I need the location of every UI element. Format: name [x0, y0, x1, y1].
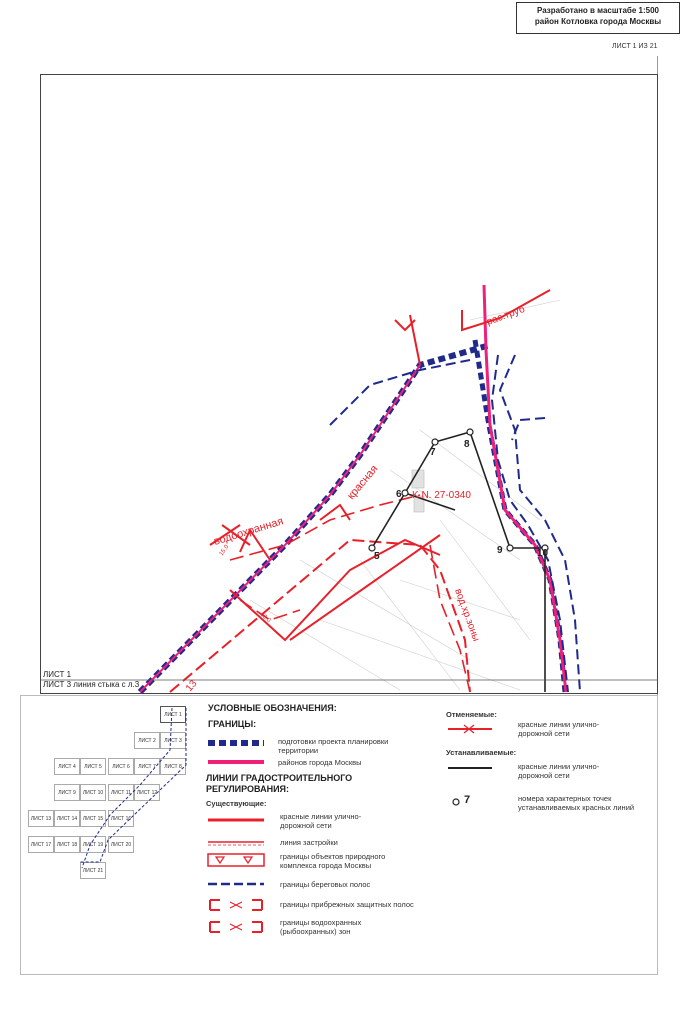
- legend-title: УСЛОВНЫЕ ОБОЗНАЧЕНИЯ:: [208, 703, 337, 713]
- symbol-red-lines: [206, 814, 266, 826]
- legend-reg-heading: ЛИНИИ ГРАДОСТРОИТЕЛЬНОГО РЕГУЛИРОВАНИЯ:: [206, 773, 353, 794]
- legend-water: границы водоохранных (рыбоохранных) зон: [280, 918, 362, 936]
- point-5: 5: [374, 551, 380, 562]
- point-6: 6: [396, 489, 402, 500]
- legend-existing-heading: Существующие:: [206, 799, 267, 808]
- legend-borders-heading: ГРАНИЦЫ:: [208, 719, 257, 729]
- title-district: район Котловка города Москвы: [534, 17, 662, 26]
- label-krasnaya: красная: [345, 463, 381, 502]
- legend-border-project: подготовки проекта планировки территории: [278, 737, 389, 755]
- sheet-cell-17[interactable]: ЛИСТ 17: [28, 836, 54, 853]
- symbol-nature: [206, 852, 266, 868]
- legend-points-symbol: 7: [464, 794, 471, 806]
- legend-cancel-heading: Отменяемые:: [446, 710, 497, 719]
- sheet-cell-2[interactable]: ЛИСТ 2: [134, 732, 160, 749]
- sheet-cell-15[interactable]: ЛИСТ 15: [80, 810, 106, 827]
- legend-nature: границы объектов природного комплекса города Москвы: [280, 852, 386, 870]
- sheet-cell-21[interactable]: ЛИСТ 21: [80, 862, 106, 879]
- symbol-build-line: [206, 836, 266, 848]
- symbol-cancel-red: [446, 722, 496, 736]
- label-dim2: 40.0: [258, 611, 272, 625]
- legend-cancel-red: красные линии улично-дорожной сети: [518, 720, 600, 738]
- legend-coastal: границы прибрежных защитных полос: [280, 900, 414, 909]
- symbol-water: [206, 918, 266, 936]
- sheet-cell-10[interactable]: ЛИСТ 10: [80, 784, 106, 801]
- sheet-cell-5[interactable]: ЛИСТ 5: [80, 758, 106, 775]
- label-vertical: вод.хр.зоны: [452, 587, 482, 643]
- point-10: 10: [537, 548, 549, 559]
- sheet-cell-1[interactable]: ЛИСТ 1: [160, 706, 186, 723]
- legend-points-text: номера характерных точек устанавливаемых красных линий: [518, 794, 635, 812]
- symbol-project-border: [206, 737, 266, 749]
- sheet-cell-20[interactable]: ЛИСТ 20: [108, 836, 134, 853]
- sheet-cell-9[interactable]: ЛИСТ 9: [54, 784, 80, 801]
- sheet-index-boundary: [0, 690, 200, 890]
- symbol-coastal: [206, 896, 266, 914]
- point-9: 9: [497, 545, 503, 556]
- legend-red-lines: красные линии улично-дорожной сети: [280, 812, 362, 830]
- label-13: 13: [183, 678, 200, 694]
- point-7: 7: [430, 447, 436, 458]
- legend-shore: границы береговых полос: [280, 880, 371, 889]
- sheet-cell-7[interactable]: ЛИСТ 7: [134, 758, 160, 775]
- sheet-cell-8[interactable]: ЛИСТ 8: [160, 758, 186, 775]
- legend-set-red: красные линии улично-дорожной сети: [518, 762, 600, 780]
- sheet-cell-12[interactable]: ЛИСТ 12: [134, 784, 160, 801]
- stitch-label-1: ЛИСТ 1: [43, 670, 72, 679]
- legend-border-districts: районов города Москвы: [278, 758, 362, 767]
- symbol-point: [450, 796, 462, 808]
- sheet-cell-16[interactable]: ЛИСТ 16: [108, 810, 134, 827]
- label-kn: K.N. 27-0340: [412, 490, 471, 501]
- sheet-cell-19[interactable]: ЛИСТ 19: [80, 836, 106, 853]
- legend-set-heading: Устанавливаемые:: [446, 748, 517, 757]
- symbol-shore: [206, 878, 266, 890]
- stitch-label-2: ЛИСТ 3 линия стыка с л.3: [43, 680, 140, 689]
- title-scale: Разработано в масштабе 1:500: [537, 6, 659, 15]
- sheet-cell-13[interactable]: ЛИСТ 13: [28, 810, 54, 827]
- legend-build-line: линия застройки: [280, 838, 338, 847]
- label-raspr: рас.труб: [485, 303, 527, 328]
- sheet-cell-18[interactable]: ЛИСТ 18: [54, 836, 80, 853]
- label-dim1: 15.0: [218, 544, 231, 558]
- sheet-cell-11[interactable]: ЛИСТ 11: [108, 784, 134, 801]
- label-vodookhrannaya: водоохранная: [212, 515, 285, 548]
- sheet-cell-3[interactable]: ЛИСТ 3: [160, 732, 186, 749]
- symbol-set-red: [446, 762, 496, 774]
- point-8: 8: [464, 439, 470, 450]
- sheet-cell-14[interactable]: ЛИСТ 14: [54, 810, 80, 827]
- sheet-cell-6[interactable]: ЛИСТ 6: [108, 758, 134, 775]
- sheet-cell-4[interactable]: ЛИСТ 4: [54, 758, 80, 775]
- sheet-number: ЛИСТ 1 ИЗ 21: [612, 43, 658, 50]
- symbol-district-border: [206, 756, 266, 768]
